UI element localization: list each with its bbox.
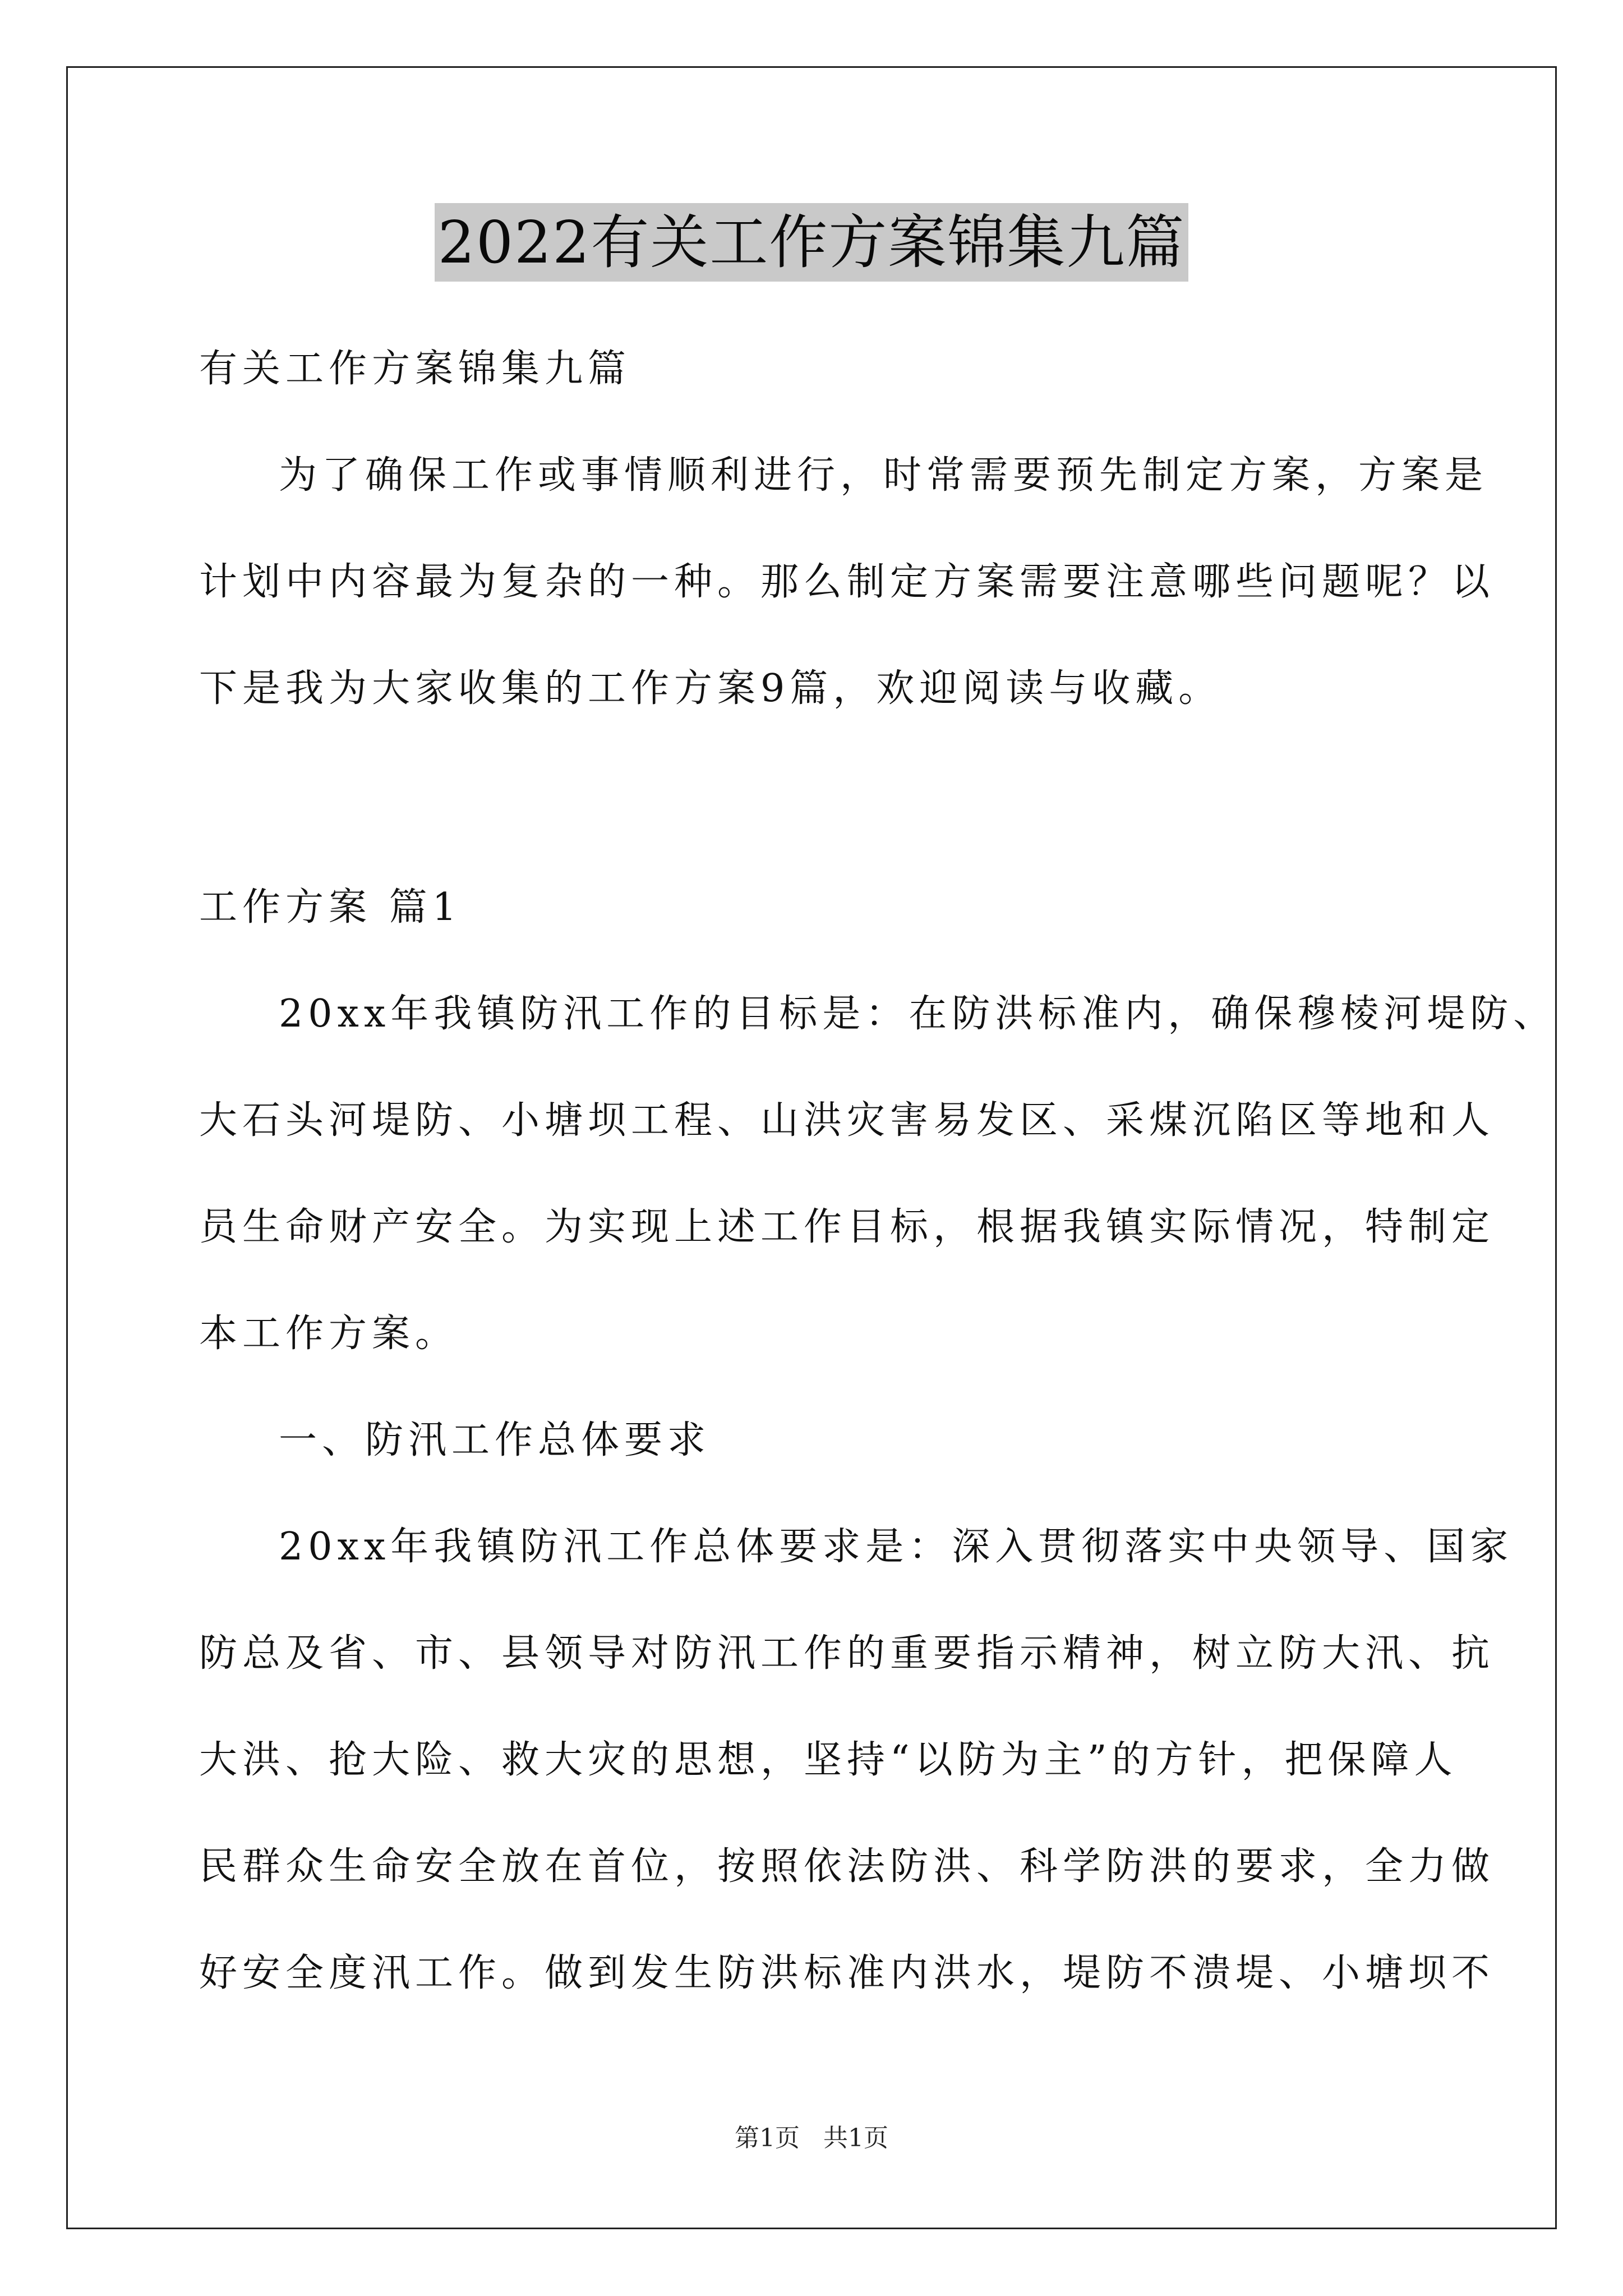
page-footer xyxy=(0,2122,1623,2155)
document-title: 2022有关工作方案锦集九篇 xyxy=(435,203,1189,282)
subsection-heading: 一、防汛工作总体要求 xyxy=(279,1418,711,1462)
body-line-4: 本工作方案。 xyxy=(199,1312,459,1356)
body-line-1: 20xx年我镇防汛工作的目标是：在防洪标准内，确保穆棱河堤防、 xyxy=(279,992,1557,1036)
intro-line-1: 为了确保工作或事情顺利进行，时常需要预先制定方案，方案是 xyxy=(279,453,1488,498)
body-line-3: 员生命财产安全。为实现上述工作目标，根据我镇实际情况，特制定 xyxy=(199,1205,1495,1249)
body-line-7: 大洪、抢大险、救大灾的思想，坚持“以防为主”的方针，把保障人 xyxy=(199,1738,1458,1782)
page-total: 共1页 xyxy=(823,2124,888,2152)
body-line-2: 大石头河堤防、小塘坝工程、山洪灾害易发区、采煤沉陷区等地和人 xyxy=(199,1098,1495,1143)
section-heading: 工作方案 篇1 xyxy=(199,885,462,930)
intro-line-2: 计划中内容最为复杂的一种。那么制定方案需要注意哪些问题呢？以 xyxy=(199,560,1495,604)
body-line-8: 民群众生命安全放在首位，按照依法防洪、科学防洪的要求，全力做 xyxy=(199,1844,1495,1889)
body-line-5: 20xx年我镇防汛工作总体要求是：深入贯彻落实中央领导、国家 xyxy=(279,1525,1514,1569)
page-number: 第1页 xyxy=(735,2124,800,2152)
subtitle-line: 有关工作方案锦集九篇 xyxy=(199,347,631,391)
body-line-6: 防总及省、市、县领导对防汛工作的重要指示精神，树立防大汛、抗 xyxy=(199,1631,1495,1676)
intro-line-3: 下是我为大家收集的工作方案9篇，欢迎阅读与收藏。 xyxy=(199,666,1222,711)
body-line-9: 好安全度汛工作。做到发生防洪标准内洪水，堤防不溃堤、小塘坝不 xyxy=(199,1951,1495,1995)
title-container xyxy=(0,203,1623,282)
